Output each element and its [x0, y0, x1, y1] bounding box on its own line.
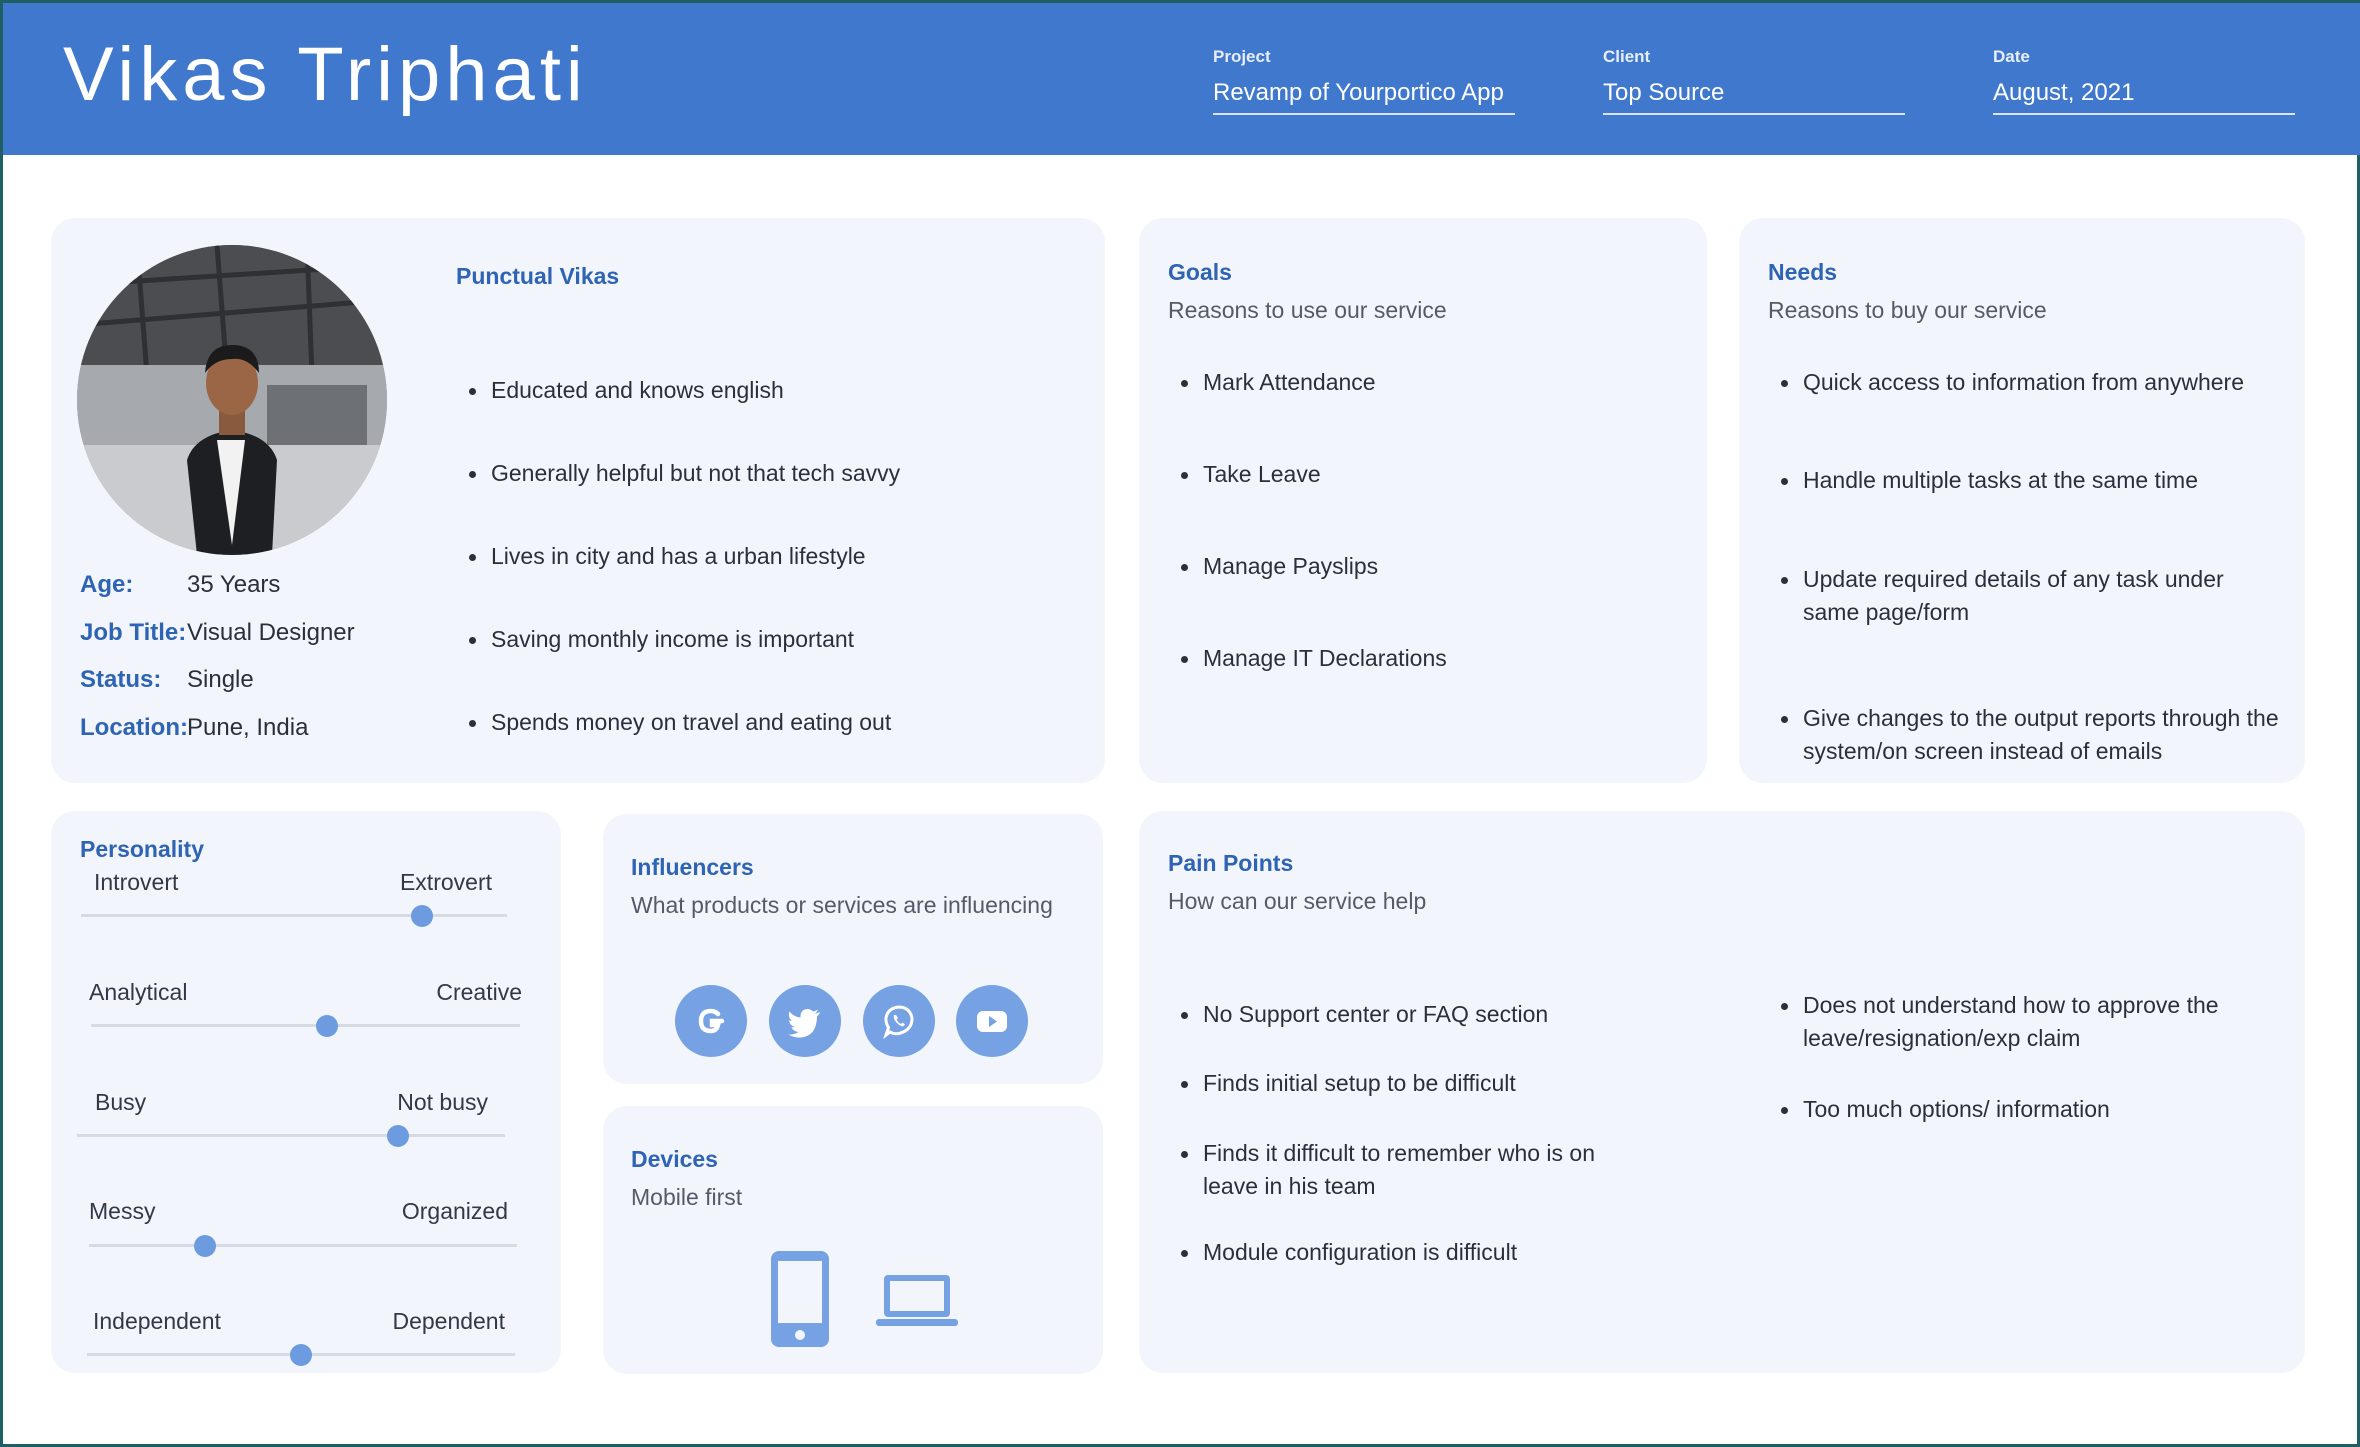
pain-point-item: No Support center or FAQ section	[1181, 998, 1641, 1031]
personality-right-label: Dependent	[392, 1308, 505, 1334]
job-title-value: Visual Designer	[187, 619, 355, 646]
date-field	[1993, 47, 2295, 115]
project-value: Revamp of Yourportico App	[1213, 79, 1515, 115]
personality-right-label: Not busy	[397, 1089, 488, 1115]
personality-slider-track[interactable]	[91, 1024, 520, 1027]
need-item: Update required details of any task under same page/form	[1781, 563, 2271, 629]
personality-left-label: Introvert	[94, 869, 179, 895]
personality-slider-track[interactable]	[77, 1134, 505, 1137]
location-label: Location:	[80, 714, 188, 741]
client-value: Top Source	[1603, 79, 1905, 115]
location-value: Pune, India	[187, 714, 309, 741]
trait-item: Lives in city and has a urban lifestyle	[469, 540, 1069, 573]
personality-slider-track[interactable]	[89, 1244, 517, 1247]
devices-subtitle: Mobile first	[631, 1184, 743, 1210]
google-glyph	[691, 1001, 731, 1041]
need-item: Give changes to the output reports through the system/on screen instead of emails	[1781, 702, 2281, 768]
goals-title: Goals	[1168, 259, 1232, 285]
goals-subtitle: Reasons to use our service	[1168, 297, 1447, 323]
age-value: 35 Years	[187, 571, 281, 598]
persona-headline: Punctual Vikas	[456, 263, 620, 289]
personality-slider-track[interactable]	[81, 914, 507, 917]
pain-point-item: Finds it difficult to remember who is on leave in his team	[1181, 1137, 1641, 1203]
personality-right-label: Creative	[436, 979, 522, 1005]
pain-point-item: Does not understand how to approve the leave/resignation/exp claim	[1781, 989, 2281, 1055]
avatar-photo	[77, 245, 387, 555]
trait-item: Saving monthly income is important	[469, 623, 1069, 656]
persona-name: Vikas Triphati	[63, 32, 588, 117]
twitter-glyph	[785, 1001, 825, 1041]
google-icon[interactable]	[675, 985, 747, 1057]
laptop-icon	[876, 1273, 958, 1329]
pain-point-item: Too much options/ information	[1781, 1093, 2281, 1126]
personality-left-label: Messy	[89, 1198, 156, 1224]
goal-item: Take Leave	[1181, 458, 1681, 491]
client-field	[1603, 47, 1905, 115]
project-field	[1213, 47, 1515, 115]
trait-item: Spends money on travel and eating out	[469, 706, 1069, 739]
twitter-icon[interactable]	[769, 985, 841, 1057]
personality-slider-knob[interactable]	[387, 1125, 409, 1147]
goal-item: Mark Attendance	[1181, 366, 1681, 399]
project-label: Project	[1213, 47, 1271, 66]
header-bar	[3, 3, 2360, 155]
whatsapp-glyph	[878, 1000, 920, 1042]
personality-slider-knob[interactable]	[290, 1344, 312, 1366]
trait-item: Generally helpful but not that tech savvy	[469, 457, 1069, 490]
pain-points-title: Pain Points	[1168, 850, 1294, 876]
trait-item: Educated and knows english	[469, 374, 1069, 407]
avatar	[77, 245, 387, 555]
personality-left-label: Independent	[93, 1308, 221, 1334]
goal-item: Manage Payslips	[1181, 550, 1681, 583]
date-value: August, 2021	[1993, 79, 2295, 115]
status-value: Single	[187, 666, 254, 693]
pain-point-item: Finds initial setup to be difficult	[1181, 1067, 1641, 1100]
status-label: Status:	[80, 666, 162, 693]
job-title-label: Job Title:	[80, 619, 187, 646]
whatsapp-icon[interactable]	[863, 985, 935, 1057]
influencers-subtitle: What products or services are influencing	[631, 892, 1053, 918]
date-label: Date	[1993, 47, 2030, 66]
pain-points-subtitle: How can our service help	[1168, 888, 1427, 914]
personality-left-label: Analytical	[89, 979, 188, 1005]
age-label: Age:	[80, 571, 134, 598]
influencers-title: Influencers	[631, 854, 754, 880]
personality-slider-knob[interactable]	[411, 905, 433, 927]
youtube-glyph	[972, 1001, 1012, 1041]
personality-title: Personality	[80, 836, 204, 862]
personality-right-label: Organized	[401, 1198, 508, 1224]
need-item: Quick access to information from anywhere	[1781, 366, 2281, 399]
needs-title: Needs	[1768, 259, 1838, 285]
mobile-phone-icon	[769, 1249, 831, 1349]
personality-slider-knob[interactable]	[316, 1015, 338, 1037]
personality-right-label: Extrovert	[399, 869, 492, 895]
client-label: Client	[1603, 47, 1651, 66]
youtube-icon[interactable]	[956, 985, 1028, 1057]
needs-subtitle: Reasons to buy our service	[1768, 297, 2047, 323]
pain-point-item: Module configuration is difficult	[1181, 1236, 1641, 1269]
devices-title: Devices	[631, 1146, 718, 1172]
goal-item: Manage IT Declarations	[1181, 642, 1681, 675]
need-item: Handle multiple tasks at the same time	[1781, 464, 2281, 497]
personality-left-label: Busy	[95, 1089, 147, 1115]
personality-slider-knob[interactable]	[194, 1235, 216, 1257]
